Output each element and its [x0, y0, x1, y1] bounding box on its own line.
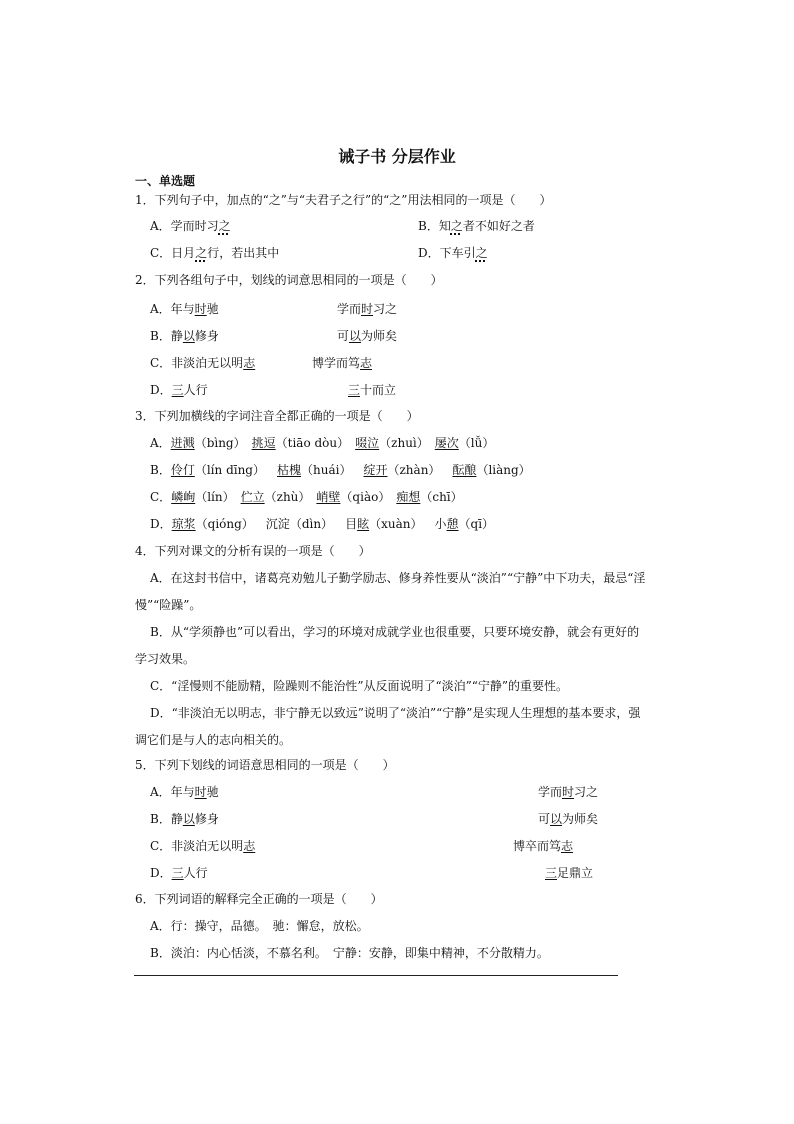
pinyin: （zhàn） — [387, 463, 441, 477]
option-text: B．知 — [418, 219, 451, 233]
option-text: 沉淀 — [265, 517, 290, 531]
q2-option-d-right — [348, 383, 396, 397]
q2-option-d-left — [150, 383, 208, 397]
footer-rule — [134, 975, 618, 976]
underlined-word: 三 — [171, 866, 184, 880]
q5-option-d-left — [150, 866, 208, 880]
pinyin: （zhuì） — [379, 436, 429, 450]
q2-option-a-left — [150, 302, 219, 316]
q1-stem: 1．下列句子中，加点的“之”与“夫君子之行”的“之”用法相同的一项是（ ） — [135, 193, 552, 207]
underlined-word: 时 — [194, 302, 207, 316]
option-text: 为师矣 — [361, 329, 398, 343]
underlined-word: 憩 — [446, 517, 459, 531]
q1-option-c — [150, 246, 279, 260]
option-text: 可 — [337, 329, 350, 343]
q5-option-a-right — [538, 785, 598, 799]
underlined-word: 三 — [348, 383, 361, 397]
q3-stem: 3．下列加横线的字词注音全都正确的一项是（ ） — [135, 409, 419, 423]
dotted-char: 之 — [195, 246, 208, 260]
option-text: C．非淡泊无以明 — [150, 356, 244, 370]
q4-stem: 4．下列对课文的分析有误的一项是（ ） — [135, 544, 371, 558]
pinyin: （qī） — [458, 517, 495, 531]
option-text: 可 — [538, 812, 551, 826]
option-text: D．下车引 — [418, 246, 476, 260]
underlined-word: 志 — [360, 356, 373, 370]
q4-option-a: A．在这封书信中，诸葛亮劝勉儿子勤学励志、修身养性要从“淡泊”“宁静”中下功夫，最忌“淫 — [150, 571, 646, 585]
option-text: 习之 — [574, 785, 599, 799]
option-text: 人行 — [183, 866, 208, 880]
option-text: 学而 — [538, 785, 563, 799]
option-text: 为师矣 — [562, 812, 599, 826]
option-text: D． — [150, 866, 172, 880]
option-text: B．静 — [150, 329, 183, 343]
q6-stem: 6．下列词语的解释完全正确的一项是（ ） — [135, 892, 383, 906]
q4-option-d-cont: 调它们是与人的志向相关的。 — [135, 733, 292, 747]
underlined-word: 啜泣 — [355, 436, 380, 450]
q2-stem: 2．下列各组句子中，划线的词意思相同的一项是（ ） — [135, 273, 443, 287]
pinyin: （xuàn） — [369, 517, 423, 531]
q5-option-b-left — [150, 812, 219, 826]
underlined-word: 时 — [361, 302, 374, 316]
section-heading: 一、单选题 — [135, 174, 196, 188]
pinyin: （bìng） — [194, 436, 246, 450]
pinyin: （qióng） — [195, 517, 254, 531]
underlined-word: 迸溅 — [170, 436, 195, 450]
option-text: 人行 — [183, 383, 208, 397]
option-text: 目 — [345, 517, 358, 531]
option-text: 习之 — [373, 302, 398, 316]
q6-option-a: A．行：操守，品德。 驰：懈怠，放松。 — [150, 919, 369, 933]
page-title: 诫子书 分层作业 — [338, 147, 456, 166]
q2-option-a-right — [337, 302, 397, 316]
underlined-word: 眩 — [357, 517, 370, 531]
pinyin: （lín） — [195, 490, 235, 504]
pinyin: （liàng） — [476, 463, 531, 477]
q3-option-a — [150, 436, 494, 450]
q5-option-b-right — [538, 812, 598, 826]
q4-option-c: C．“淫慢则不能励精，险躁则不能治性”从反面说明了“淡泊”“宁静”的重要性。 — [150, 679, 568, 693]
option-text: 者不如好之者 — [462, 219, 535, 233]
q4-option-d: D．“非淡泊无以明志，非宁静无以致远”说明了“淡泊”“宁静”是实现人生理想的基本要求，强 — [150, 706, 641, 720]
q2-option-c-left — [150, 356, 255, 370]
dotted-char: 之 — [475, 246, 488, 260]
underlined-word: 屡次 — [434, 436, 459, 450]
underlined-word: 伶仃 — [170, 463, 195, 477]
q1-option-d — [418, 246, 488, 260]
underlined-word: 嶙峋 — [171, 490, 196, 504]
option-text: D． — [150, 383, 172, 397]
underlined-word: 以 — [349, 329, 362, 343]
underlined-word: 绽开 — [363, 463, 388, 477]
underlined-word: 以 — [182, 329, 195, 343]
option-text: B． — [150, 463, 171, 477]
underlined-word: 峭壁 — [316, 490, 341, 504]
underlined-word: 以 — [182, 812, 195, 826]
q2-option-b-left — [150, 329, 219, 343]
underlined-word: 三 — [171, 383, 184, 397]
option-text: 足鼎立 — [557, 866, 594, 880]
underlined-word: 三 — [545, 866, 558, 880]
pinyin: （dìn） — [289, 517, 334, 531]
underlined-word: 时 — [562, 785, 575, 799]
dotted-char: 之 — [218, 219, 231, 233]
q3-option-d — [150, 517, 494, 531]
option-text: A．年与 — [150, 785, 195, 799]
pinyin: （tiāo dòu） — [275, 436, 350, 450]
q4-option-b: B．从“学须静也”可以看出，学习的环境对成就学业也很重要，只要环境安静，就会有更好的 — [150, 625, 640, 639]
option-text: 修身 — [194, 812, 219, 826]
dotted-char: 之 — [450, 219, 463, 233]
option-text: 修身 — [194, 329, 219, 343]
option-text: 小 — [434, 517, 447, 531]
underlined-word: 挑逗 — [251, 436, 276, 450]
q5-stem: 5．下列下划线的词语意思相同的一项是（ ） — [135, 758, 395, 772]
option-text: A． — [150, 436, 171, 450]
q5-option-a-left — [150, 785, 219, 799]
underlined-word: 琼浆 — [171, 517, 196, 531]
pinyin: （zhù） — [264, 490, 311, 504]
q2-option-c-right — [312, 356, 372, 370]
underlined-word: 时 — [194, 785, 207, 799]
underlined-word: 志 — [243, 839, 256, 853]
q3-option-b — [150, 463, 531, 477]
option-text: A．年与 — [150, 302, 195, 316]
option-text: B．静 — [150, 812, 183, 826]
underlined-word: 酝酿 — [452, 463, 477, 477]
q5-option-c-right — [513, 839, 573, 853]
option-text: 驰 — [206, 785, 219, 799]
underlined-word: 志 — [243, 356, 256, 370]
q4-option-b-cont: 学习效果。 — [135, 652, 196, 666]
q5-option-c-left — [150, 839, 255, 853]
option-text: 驰 — [206, 302, 219, 316]
q3-option-c — [150, 490, 463, 504]
q1-option-b — [418, 219, 535, 233]
option-text: C． — [150, 490, 172, 504]
q2-option-b-right — [337, 329, 397, 343]
underlined-word: 痴想 — [396, 490, 421, 504]
option-text: A．学而时习 — [150, 219, 219, 233]
q1-option-a — [150, 219, 231, 233]
option-text: 十而立 — [360, 383, 397, 397]
underlined-word: 以 — [550, 812, 563, 826]
pinyin: （lǚ） — [458, 436, 495, 450]
pinyin: （qiào） — [340, 490, 391, 504]
underlined-word: 伫立 — [240, 490, 265, 504]
pinyin: （huái） — [301, 463, 352, 477]
q5-option-d-right — [545, 866, 593, 880]
pinyin: （lín dīng） — [194, 463, 265, 477]
option-text: 行，若出其中 — [207, 246, 280, 260]
option-text: 学而 — [337, 302, 362, 316]
option-text: 博学而笃 — [312, 356, 361, 370]
option-text: C．非淡泊无以明 — [150, 839, 244, 853]
q4-option-a-cont: 慢”“险躁”。 — [135, 598, 202, 612]
underlined-word: 枯槐 — [277, 463, 302, 477]
option-text: C．日月 — [150, 246, 196, 260]
pinyin: （chī） — [420, 490, 463, 504]
option-text: D． — [150, 517, 172, 531]
q6-option-b: B．淡泊：内心恬淡，不慕名利。 宁静：安静，即集中精神，不分散精力。 — [150, 946, 549, 960]
option-text: 博卒而笃 — [513, 839, 562, 853]
underlined-word: 志 — [561, 839, 574, 853]
